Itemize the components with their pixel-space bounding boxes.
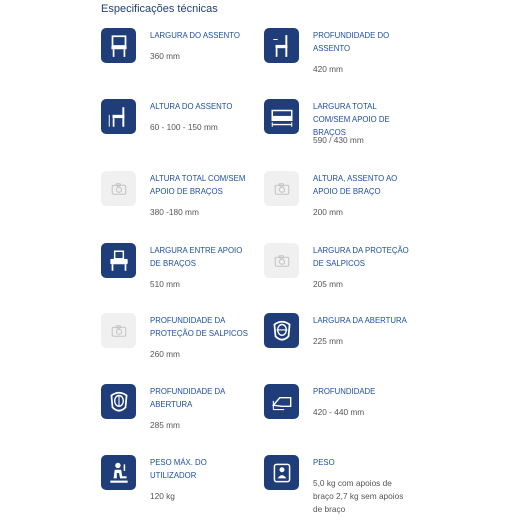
spec-value: 360 mm: [150, 51, 180, 61]
spec-label: PESO: [313, 458, 335, 467]
spec-value: 60 - 100 - 150 mm: [150, 122, 218, 132]
spec-value: 590 / 430 mm: [313, 135, 364, 145]
armrest-gap-icon: [101, 243, 136, 278]
camera-placeholder-icon: [101, 171, 136, 206]
spec-value: 420 - 440 mm: [313, 407, 365, 417]
user-weight-icon: [101, 455, 136, 490]
camera-placeholder-icon: [264, 243, 299, 278]
chair-front-icon: [101, 28, 136, 63]
depth-icon: [264, 384, 299, 419]
spec-label: PESO MÁX. DO UTILIZADOR: [150, 458, 207, 480]
spec-value: 510 mm: [150, 279, 180, 289]
toilet-seat-depth-icon: [101, 384, 136, 419]
camera-placeholder-icon: [101, 313, 136, 348]
spec-label: LARGURA TOTAL COM/SEM APOIO DE BRAÇOS: [313, 102, 390, 137]
product-weight-icon: [264, 455, 299, 490]
spec-value: 205 mm: [313, 279, 343, 289]
spec-label: ALTURA, ASSENTO AO APOIO DE BRAÇO: [313, 174, 398, 196]
spec-label: ALTURA TOTAL COM/SEM APOIO DE BRAÇOS: [150, 174, 246, 196]
spec-value: 260 mm: [150, 349, 180, 359]
chair-side-icon: [264, 28, 299, 63]
section-title: Especificações técnicas: [101, 3, 218, 15]
spec-label: PROFUNDIDADE DO ASSENTO: [313, 31, 390, 53]
spec-value: 120 kg: [150, 491, 175, 501]
spec-label: PROFUNDIDADE: [313, 387, 376, 396]
spec-label: ALTURA DO ASSENTO: [150, 102, 233, 111]
spec-value: 285 mm: [150, 420, 180, 430]
spec-label: PROFUNDIDADE DA PROTEÇÃO DE SALPICOS: [150, 316, 248, 338]
spec-value: 225 mm: [313, 336, 343, 346]
chair-height-icon: [101, 99, 136, 134]
spec-value: 5,0 kg com apoios de braço 2,7 kg sem apoios de braço: [313, 478, 404, 514]
spec-value: 380 -180 mm: [150, 207, 199, 217]
spec-label: PROFUNDIDADE DA ABERTURA: [150, 387, 225, 409]
toilet-seat-width-icon: [264, 313, 299, 348]
spec-label: LARGURA DO ASSENTO: [150, 31, 240, 40]
spec-label: LARGURA DA PROTEÇÃO DE SALPICOS: [313, 246, 409, 268]
armrest-width-icon: [264, 99, 299, 134]
spec-value: 420 mm: [313, 64, 343, 74]
spec-value: 200 mm: [313, 207, 343, 217]
spec-label: LARGURA DA ABERTURA: [313, 316, 407, 325]
camera-placeholder-icon: [264, 171, 299, 206]
spec-label: LARGURA ENTRE APOIO DE BRAÇOS: [150, 246, 243, 268]
